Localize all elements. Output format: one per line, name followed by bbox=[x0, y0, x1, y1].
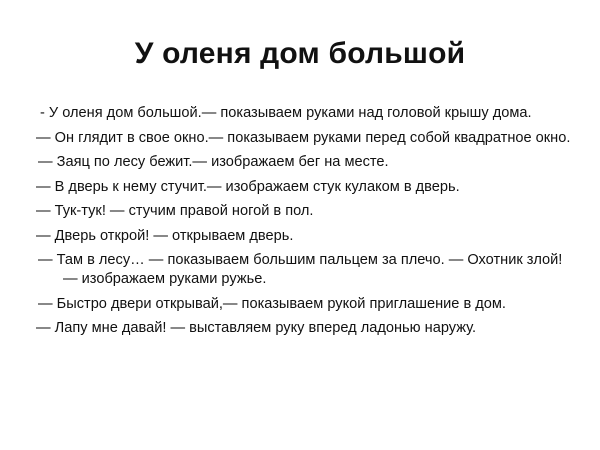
list-item: — Дверь открой! — открываем дверь. bbox=[36, 227, 294, 244]
slide-title: У оленя дом большой bbox=[134, 37, 466, 70]
list-item: — Лапу мне давай! — выставляем руку вперед ладонью наружу. bbox=[36, 320, 477, 336]
list-item: - У оленя дом большой.— показываем руками над головой крышу дома. bbox=[40, 105, 532, 121]
list-item: — Он глядит в свое окно.— показываем руками перед собой квадратное окно. bbox=[36, 129, 571, 146]
instruction-list bbox=[36, 104, 576, 344]
list-item: — Тук-тук! — стучим правой ногой в пол. bbox=[36, 203, 314, 219]
list-item: — Заяц по лесу бежит.— изображаем бег на месте. bbox=[38, 154, 389, 170]
list-item: — В дверь к нему стучит.— изображаем стук кулаком в дверь. bbox=[36, 178, 460, 195]
list-item: — Быстро двери открывай,— показываем рукой приглашение в дом. bbox=[38, 295, 506, 312]
list-item: — Там в лесу… — показываем большим пальцем за плечо. — Охотник злой! — изображаем руками ружье. bbox=[38, 252, 563, 287]
